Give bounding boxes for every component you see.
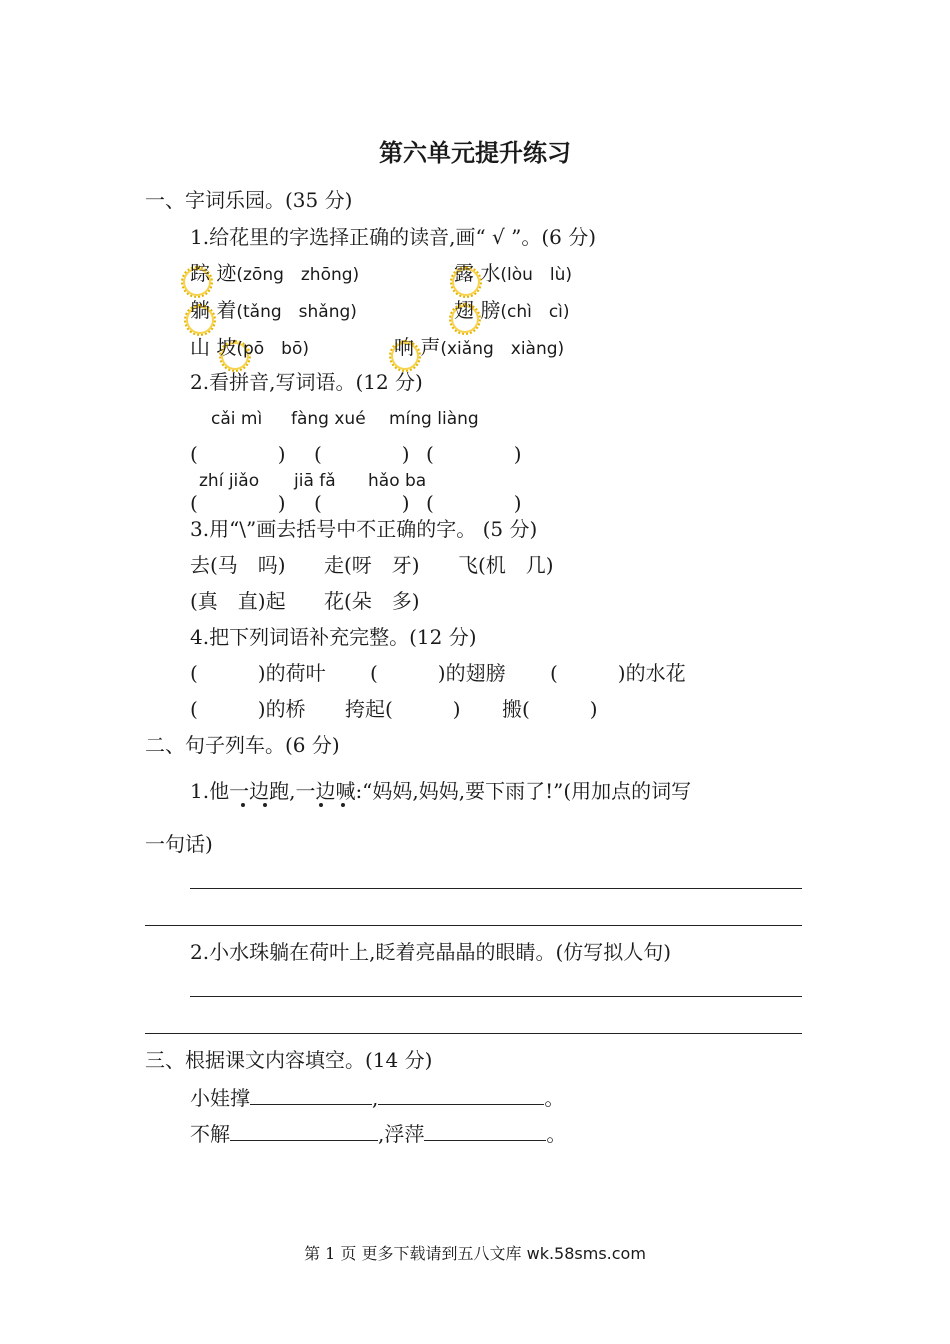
pinyin-label: zhí jiǎo [199,471,260,491]
q4-blank[interactable]: ( )的荷叶 [190,661,326,685]
q1-pinyin: (xiǎng xiàng) [440,339,565,359]
fill-text: ,浮萍 [378,1122,425,1146]
s2-q1-line1: 1.他一边跑,一边喊:“妈妈,妈妈,要下雨了!”(用加点的词写 [190,779,692,803]
q1-item [190,296,357,326]
q1-pinyin: (lòu lù) [500,265,573,285]
fill-text: 不解 [190,1122,230,1146]
answer-paren[interactable]: ( ) [426,491,522,515]
pinyin-label: míng liàng [389,409,479,429]
answer-line[interactable] [145,925,802,926]
answer-paren[interactable]: ( ) [426,442,522,466]
footer-text: 第 1 页 更多下载请到五八文库 [304,1244,527,1263]
q1-pinyin: (pō bō) [236,339,310,359]
q4-prompt: 4.把下列词语补充完整。(12 分) [190,625,477,649]
pinyin-label: jiā fǎ [294,471,336,491]
q3-option[interactable]: 去(马 吗) [190,553,286,577]
q1-word: 露 水 [454,261,501,285]
section-3-heading: 三、根据课文内容填空。(14 分) [145,1048,433,1072]
q4-blank[interactable]: ( )的桥 [190,697,306,721]
fill-line-1 [190,1084,564,1112]
q3-option[interactable]: 走(呀 牙) [324,553,420,577]
q1-pinyin: (zōng zhōng) [236,265,360,285]
footer-link[interactable]: wk.58sms.com [526,1244,646,1263]
answer-paren[interactable]: ( ) [190,442,286,466]
s2-q2: 2.小水珠躺在荷叶上,眨着亮晶晶的眼睛。(仿写拟人句) [190,940,672,964]
q4-blank[interactable]: 挎起( ) [345,697,461,721]
q1-word: 翅 膀 [454,298,501,322]
q1-prompt: 1.给花里的字选择正确的读音,画“ √ ”。(6 分) [190,225,597,249]
emphasis-dot [319,803,323,807]
answer-paren[interactable]: ( ) [190,491,286,515]
q3-option[interactable]: (真 直)起 [190,589,286,613]
q1-pinyin: (tǎng shǎng) [236,302,357,322]
q1-pinyin: (chì cì) [500,302,570,322]
fill-blank[interactable] [250,1084,372,1105]
answer-line[interactable] [145,1033,802,1034]
emphasis-dot [241,803,245,807]
emphasis-dot [263,803,267,807]
q3-prompt: 3.用“\”画去括号中不正确的字。 (5 分) [190,517,538,541]
fill-text: 小娃撑 [190,1086,250,1110]
fill-text: 。 [544,1086,565,1110]
section-2-heading: 二、句子列车。(6 分) [145,733,340,757]
q2-prompt: 2.看拼音,写词语。(12 分) [190,370,423,394]
q1-word: 山 坡 [190,335,237,359]
q1-item [394,333,564,363]
q4-blank[interactable]: 搬( ) [502,697,598,721]
answer-paren[interactable]: ( ) [314,491,410,515]
fill-blank[interactable] [424,1120,546,1141]
emphasis-dot [341,803,345,807]
q1-word: 踪 迹 [190,261,237,285]
q1-item [190,333,309,363]
q1-word: 躺 着 [190,298,237,322]
answer-paren[interactable]: ( ) [314,442,410,466]
s2-q1-line2: 一句话) [145,832,213,856]
q3-option[interactable]: 飞(机 几) [458,553,554,577]
fill-blank[interactable] [230,1120,378,1141]
pinyin-label: fàng xué [291,409,366,429]
fill-text: , [372,1086,379,1110]
page-title: 第六单元提升练习 [379,138,571,167]
fill-blank[interactable] [378,1084,544,1105]
pinyin-label: hǎo ba [368,471,427,491]
pinyin-label: cǎi mì [211,409,263,429]
q4-blank[interactable]: ( )的翅膀 [370,661,506,685]
q1-word: 响 声 [394,335,441,359]
page-footer [0,1241,950,1264]
answer-line[interactable] [190,888,802,889]
q1-item [454,296,570,326]
section-1-heading: 一、字词乐园。(35 分) [145,188,353,212]
q1-item [190,259,359,289]
fill-text: 。 [546,1122,567,1146]
q1-item [454,259,572,289]
fill-line-2 [190,1120,566,1148]
answer-line[interactable] [190,996,802,997]
q3-option[interactable]: 花(朵 多) [324,589,420,613]
q4-blank[interactable]: ( )的水花 [550,661,686,685]
